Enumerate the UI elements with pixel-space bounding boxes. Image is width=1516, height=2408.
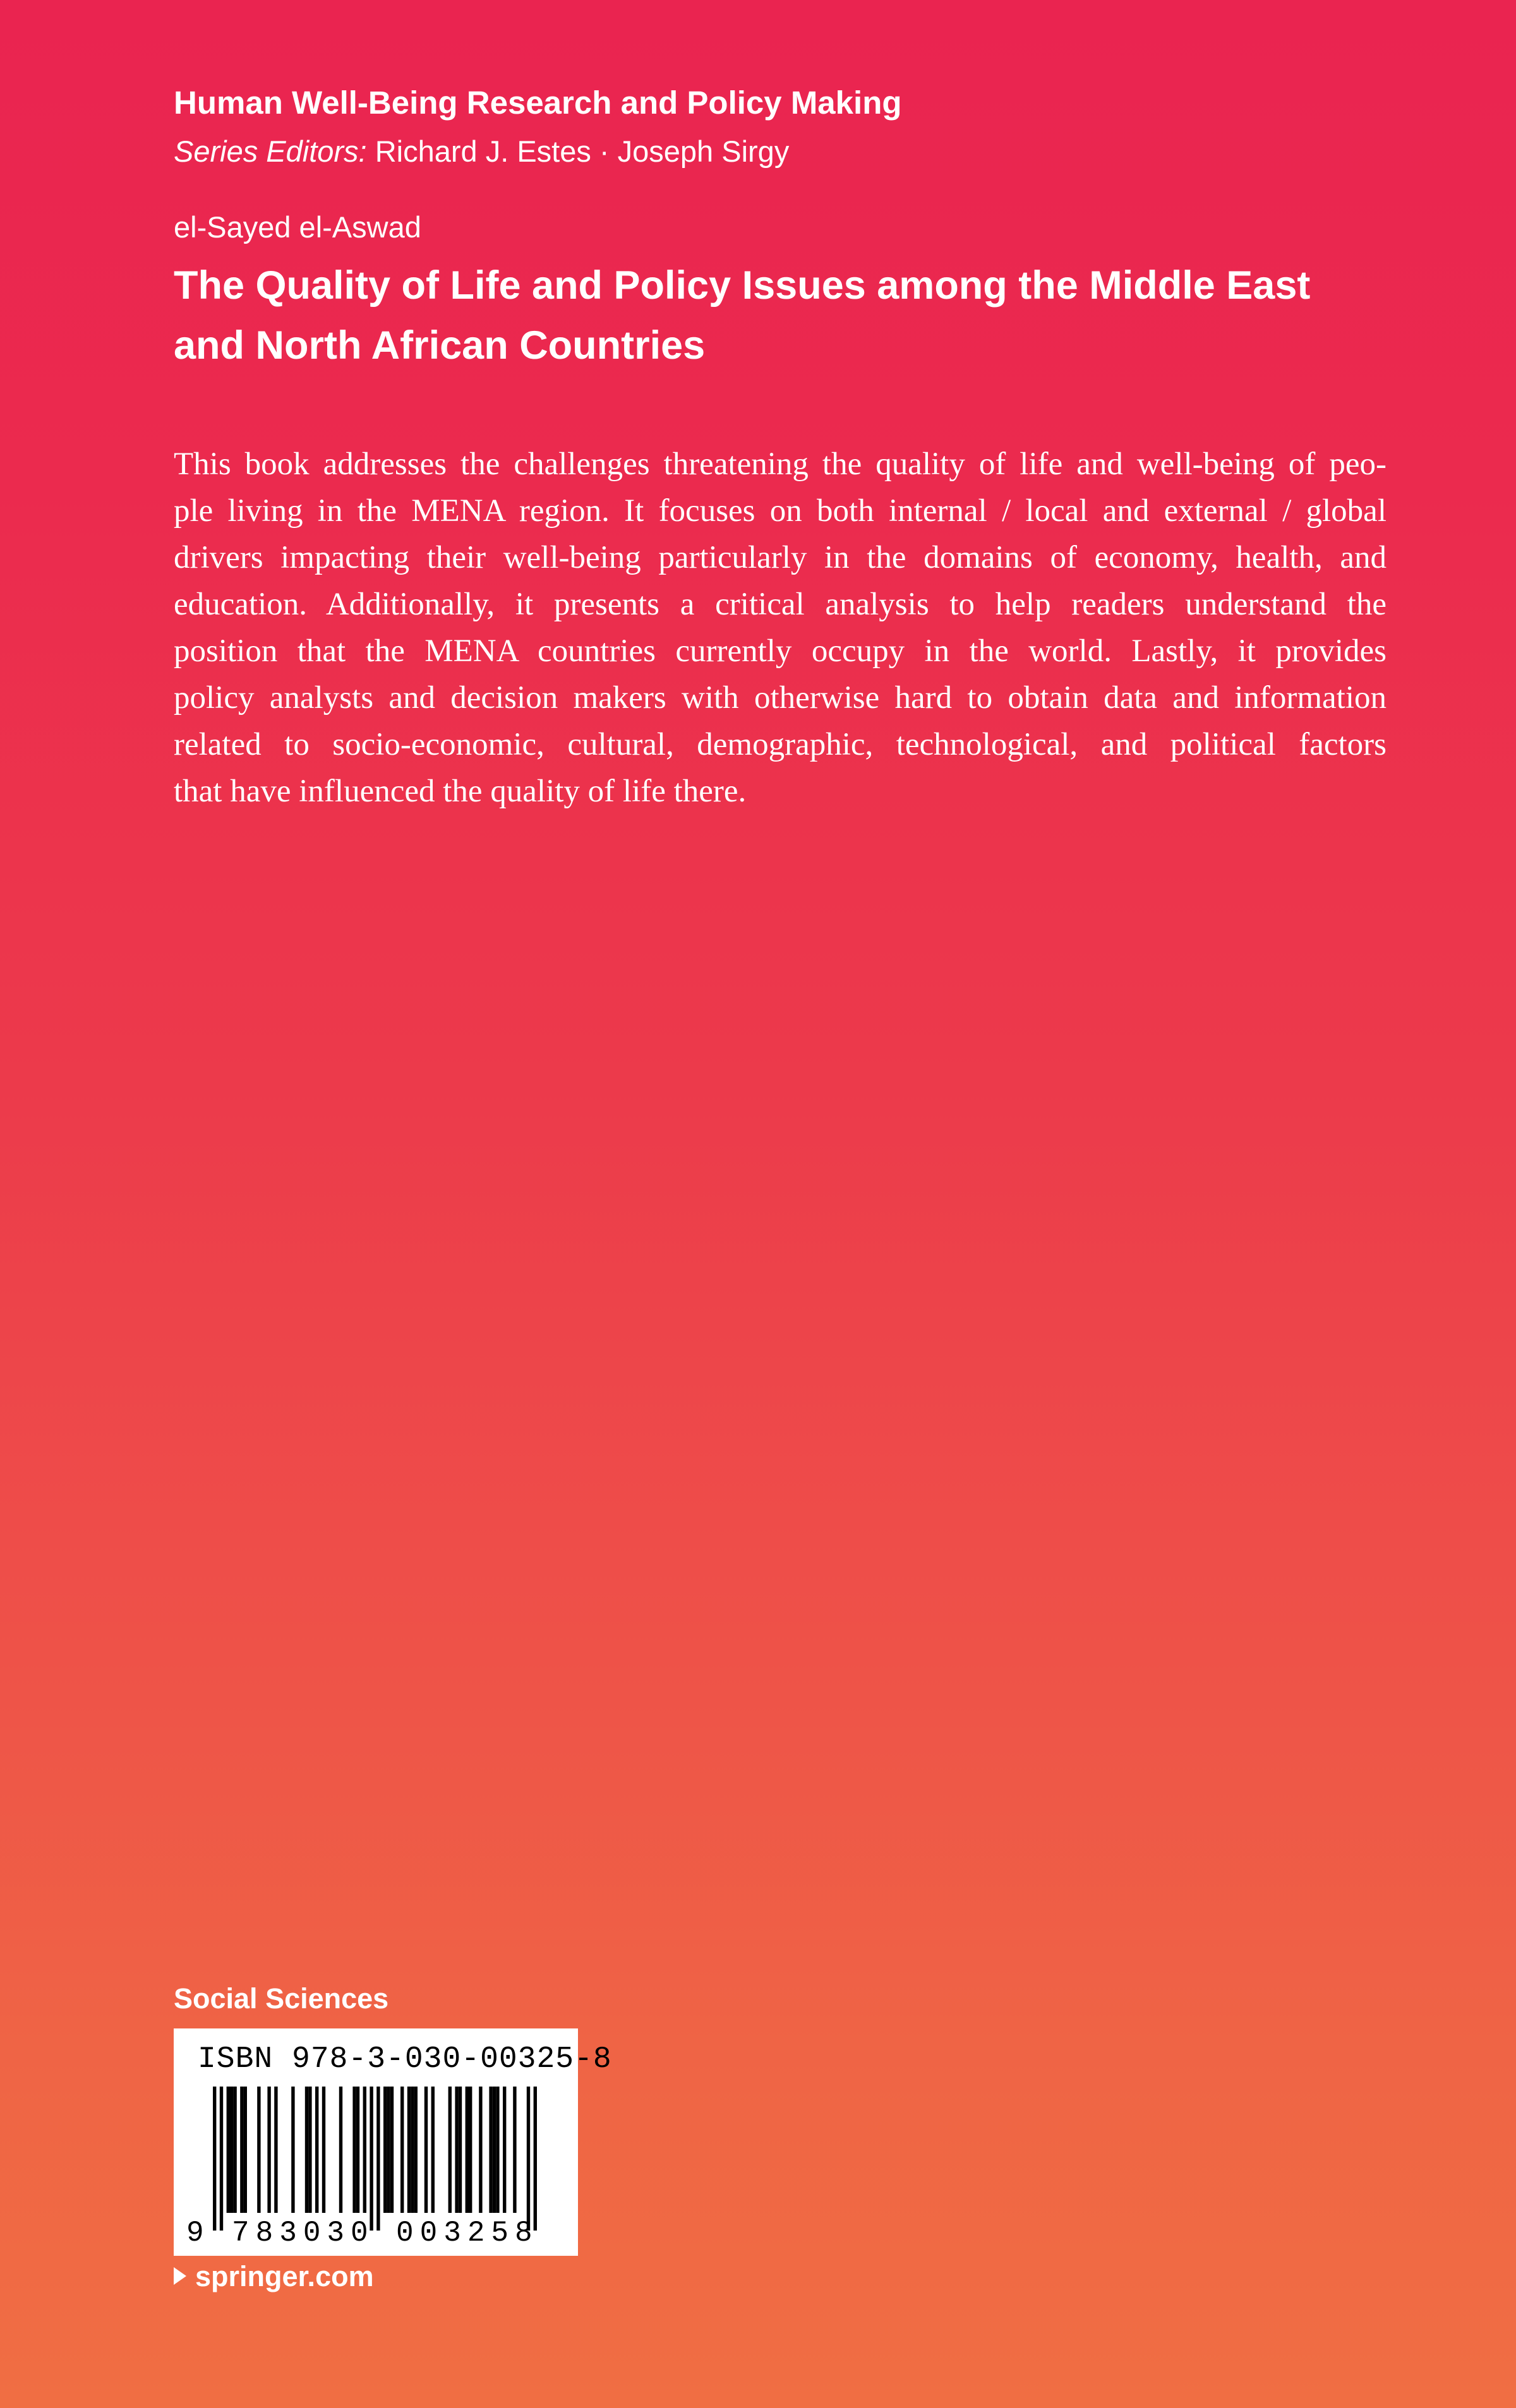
barcode-bar — [387, 2087, 390, 2213]
description-line: related to socio-economic, cultural, demographic, technological, and political factors — [174, 727, 1387, 762]
barcode-bar — [227, 2087, 230, 2213]
barcode-bar — [503, 2087, 506, 2213]
barcode-bar — [424, 2087, 428, 2213]
barcode-bar — [233, 2087, 236, 2213]
publisher-website-text: springer.com — [195, 2260, 374, 2292]
barcode-bar — [390, 2087, 394, 2213]
book-title-line: The Quality of Life and Policy Issues among the Middle East — [174, 263, 1311, 308]
barcode-bar — [489, 2087, 492, 2213]
series-editors — [174, 129, 789, 174]
barcode-bar — [513, 2087, 516, 2213]
barcode-bar — [448, 2087, 452, 2213]
book-title-line: and North African Countries — [174, 323, 706, 368]
barcode-guard-bar — [534, 2087, 537, 2231]
description-line: policy analysts and decision makers with otherwise hard to obtain data and information — [174, 680, 1387, 716]
subject-category: Social Sciences — [174, 1982, 389, 2015]
barcode-bar — [352, 2087, 356, 2213]
barcode-bar — [431, 2087, 435, 2213]
barcode-bar — [305, 2087, 308, 2213]
barcode-bar — [267, 2087, 270, 2213]
description-line: This book addresses the challenges threatening the quality of life and well-being of peo- — [174, 446, 1387, 482]
ean-left-digits: 783030 — [232, 2217, 375, 2249]
barcode-guard-bar — [213, 2087, 216, 2231]
description-line: position that the MENA countries currently occupy in the world. Lastly, it provides — [174, 633, 1387, 669]
description-line: education. Additionally, it presents a critical analysis to help readers understand the — [174, 587, 1387, 622]
book-title — [174, 256, 1405, 376]
barcode-bar — [400, 2087, 404, 2213]
barcode-bar — [230, 2087, 233, 2213]
barcode-bar — [291, 2087, 294, 2213]
barcode-bar — [356, 2087, 359, 2213]
barcode-guard-bar — [376, 2087, 380, 2231]
barcode-bar — [383, 2087, 387, 2213]
barcode-bar — [407, 2087, 411, 2213]
arrow-right-icon — [174, 2267, 186, 2285]
barcode-bar — [496, 2087, 499, 2213]
barcode-bar — [257, 2087, 260, 2213]
series-title: Human Well-Being Research and Policy Making — [174, 85, 902, 121]
barcode-guard-bar — [220, 2087, 223, 2231]
ean-right-digits: 003258 — [396, 2217, 539, 2249]
barcode-bar — [274, 2087, 277, 2213]
barcode-bar — [469, 2087, 472, 2213]
publisher-website — [174, 2258, 374, 2296]
barcode-bar — [339, 2087, 342, 2213]
barcode-bar — [493, 2087, 496, 2213]
description-line: drivers impacting their well-being particularly in the domains of economy, health, and — [174, 540, 1387, 575]
barcode-bar — [363, 2087, 366, 2213]
barcode-bar — [411, 2087, 414, 2213]
barcode-bar — [244, 2087, 247, 2213]
series-editors-label: Series Editors: — [174, 135, 367, 168]
ean-first-digit: 9 — [186, 2217, 210, 2249]
barcode-bar — [315, 2087, 318, 2213]
isbn-barcode — [174, 2028, 612, 2256]
barcode-bar — [455, 2087, 458, 2213]
barcode-bar — [414, 2087, 418, 2213]
barcode-guard-bar — [527, 2087, 530, 2231]
isbn-text: ISBN 978-3-030-00325-8 — [198, 2042, 612, 2076]
barcode-bar — [459, 2087, 462, 2213]
series-editors-names: Richard J. Estes · Joseph Sirgy — [375, 135, 790, 168]
barcode-bar — [322, 2087, 325, 2213]
barcode-bar — [479, 2087, 482, 2213]
barcode-bar — [240, 2087, 243, 2213]
barcode-guard-bar — [370, 2087, 373, 2231]
book-description — [174, 441, 1387, 815]
barcode-bar — [308, 2087, 311, 2213]
description-line: ple living in the MENA region. It focuses on both internal / local and external / global — [174, 493, 1387, 529]
barcode-bar — [466, 2087, 469, 2213]
author: el-Sayed el-Aswad — [174, 210, 421, 244]
description-line: that have influenced the quality of life there. — [174, 774, 747, 809]
